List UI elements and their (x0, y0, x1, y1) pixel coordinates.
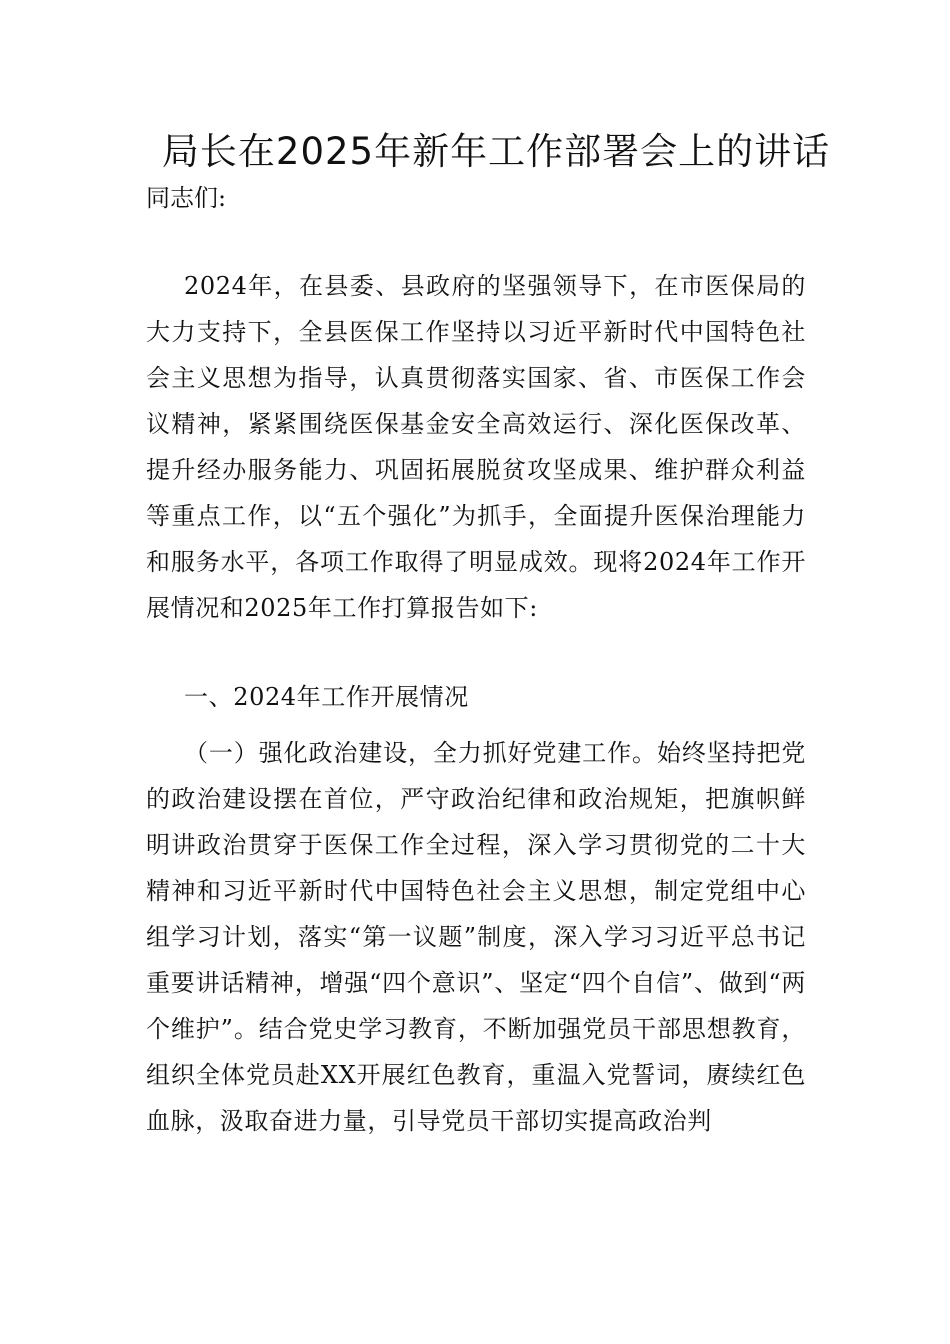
paragraph-intro: 2024年，在县委、县政府的坚强领导下，在市医保局的大力支持下，全县医保工作坚持以习近平新时代中国特色社会主义思想为指导，认真贯彻落实国家、省、市医保工作会议精神，紧紧围绕医保基金安全高效运行、深化医保改革、提升经办服务能力、巩固拓展脱贫攻坚成果、维护群众利益等重点工作，以“五个强化”为抓手，全面提升医保治理能力和服务水平，各项工作取得了明显成效。现将2024年工作开展情况和2025年工作打算报告如下: (146, 272, 806, 622)
salutation: 同志们: (146, 184, 227, 212)
section-heading-1: 一、2024年工作开展情况 (184, 683, 469, 711)
document-title: 局长在2025年新年工作部署会上的讲话 (161, 130, 831, 173)
paragraph-party-building: （一）强化政治建设，全力抓好党建工作。始终坚持把党的政治建设摆在首位，严守政治纪律和政治规矩，把旗帜鲜明讲政治贯穿于医保工作全过程，深入学习贯彻党的二十大精神和习近平新时代中国特色社会主义思想，制定党组中心组学习计划，落实“第一议题”制度，深入学习习近平总书记重要讲话精神，增强“四个意识”、坚定“四个自信”、做到“两个维护”。结合党史学习教育，不断加强党员干部思想教育，组织全体党员赴XX开展红色教育，重温入党誓词，赓续红色血脉，汲取奋进力量，引导党员干部切实提高政治判 (146, 739, 806, 1135)
